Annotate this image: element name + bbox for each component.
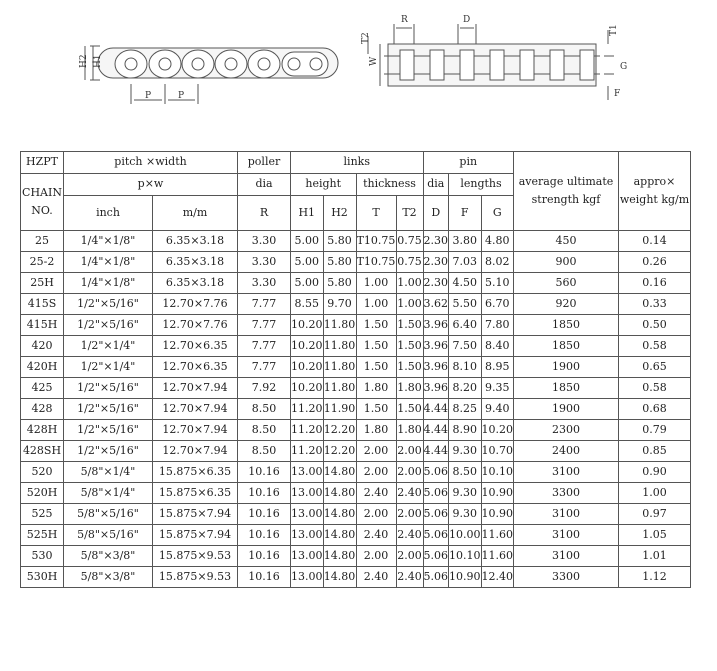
header-pin-dia: dia <box>423 174 449 196</box>
cell-weight: 0.58 <box>619 336 691 357</box>
cell-height-h1: 13.00 <box>291 504 324 525</box>
cell-weight: 0.65 <box>619 357 691 378</box>
cell-thickness-t2: 2.00 <box>396 504 423 525</box>
header-links: links <box>291 152 424 174</box>
cell-length-g: 10.10 <box>481 462 514 483</box>
cell-roller-r: 7.77 <box>238 294 291 315</box>
cell-height-h1: 13.00 <box>291 525 324 546</box>
cell-pin-d: 3.96 <box>423 336 449 357</box>
header-h1: H1 <box>291 196 324 231</box>
cell-pitch-mm: 12.70×7.94 <box>153 399 238 420</box>
cell-roller-r: 3.30 <box>238 231 291 252</box>
cell-pin-d: 5.06 <box>423 462 449 483</box>
cell-pin-d: 3.96 <box>423 357 449 378</box>
cell-pitch-inch: 1/4"×1/8" <box>64 252 153 273</box>
cell-chain-no: 25 <box>21 231 64 252</box>
cell-length-f: 5.50 <box>449 294 482 315</box>
side-label-h2: H2 <box>79 54 89 68</box>
table-row <box>21 483 691 504</box>
cell-pitch-mm: 15.875×7.94 <box>153 504 238 525</box>
cell-pitch-inch: 1/4"×1/8" <box>64 231 153 252</box>
cell-pitch-inch: 1/4"×1/8" <box>64 273 153 294</box>
cell-pitch-mm: 6.35×3.18 <box>153 231 238 252</box>
cell-height-h1: 13.00 <box>291 462 324 483</box>
cell-thickness-t: 1.50 <box>356 357 396 378</box>
cell-length-g: 11.60 <box>481 546 514 567</box>
cell-thickness-t2: 1.50 <box>396 357 423 378</box>
cell-height-h2: 14.80 <box>323 462 356 483</box>
cell-pitch-mm: 15.875×9.53 <box>153 546 238 567</box>
cell-thickness-t: 1.50 <box>356 399 396 420</box>
cell-height-h1: 11.20 <box>291 399 324 420</box>
cell-length-f: 6.40 <box>449 315 482 336</box>
table-row <box>21 462 691 483</box>
cell-length-g: 9.40 <box>481 399 514 420</box>
header-chain-no: CHAIN NO. <box>21 174 64 231</box>
cell-length-g: 9.35 <box>481 378 514 399</box>
cell-chain-no: 428H <box>21 420 64 441</box>
cell-weight: 1.01 <box>619 546 691 567</box>
cell-weight: 0.16 <box>619 273 691 294</box>
chain-side-view <box>85 46 338 104</box>
cell-weight: 0.33 <box>619 294 691 315</box>
cell-avg-strength: 3100 <box>514 546 619 567</box>
cell-thickness-t: 1.00 <box>356 273 396 294</box>
cell-thickness-t2: 1.80 <box>396 378 423 399</box>
cell-length-f: 9.30 <box>449 504 482 525</box>
cell-thickness-t2: 1.00 <box>396 294 423 315</box>
cell-weight: 0.14 <box>619 231 691 252</box>
cell-weight: 1.12 <box>619 567 691 588</box>
cell-thickness-t2: 0.75 <box>396 231 423 252</box>
cell-avg-strength: 2300 <box>514 420 619 441</box>
cell-roller-r: 7.92 <box>238 378 291 399</box>
cell-length-f: 9.30 <box>449 441 482 462</box>
cell-avg-strength: 920 <box>514 294 619 315</box>
header-pin: pin <box>423 152 514 174</box>
cell-avg-strength: 900 <box>514 252 619 273</box>
cell-pitch-inch: 5/8"×1/4" <box>64 462 153 483</box>
cell-height-h2: 11.80 <box>323 336 356 357</box>
cell-height-h1: 10.20 <box>291 357 324 378</box>
cell-avg-strength: 1900 <box>514 399 619 420</box>
cell-pitch-mm: 6.35×3.18 <box>153 252 238 273</box>
cell-roller-r: 10.16 <box>238 546 291 567</box>
cell-length-f: 9.30 <box>449 483 482 504</box>
cell-weight: 0.68 <box>619 399 691 420</box>
cell-roller-r: 8.50 <box>238 420 291 441</box>
cell-height-h1: 13.00 <box>291 567 324 588</box>
cell-avg-strength: 3100 <box>514 462 619 483</box>
cell-length-g: 12.40 <box>481 567 514 588</box>
cell-roller-r: 10.16 <box>238 567 291 588</box>
cell-length-g: 8.02 <box>481 252 514 273</box>
header-weight: appro× weight kg/m <box>619 152 691 231</box>
table-row <box>21 504 691 525</box>
cell-avg-strength: 3300 <box>514 483 619 504</box>
cell-pin-d: 3.62 <box>423 294 449 315</box>
cell-weight: 0.97 <box>619 504 691 525</box>
cell-pin-d: 3.96 <box>423 378 449 399</box>
front-label-t2: T2 <box>361 32 371 44</box>
cell-pitch-inch: 1/2"×5/16" <box>64 420 153 441</box>
cell-pitch-inch: 1/2"×5/16" <box>64 315 153 336</box>
cell-pitch-mm: 15.875×6.35 <box>153 483 238 504</box>
cell-weight: 1.05 <box>619 525 691 546</box>
cell-length-f: 7.50 <box>449 336 482 357</box>
header-t2: T2 <box>396 196 423 231</box>
cell-weight: 0.26 <box>619 252 691 273</box>
cell-thickness-t2: 2.40 <box>396 483 423 504</box>
header-h2: H2 <box>323 196 356 231</box>
cell-pin-d: 5.06 <box>423 525 449 546</box>
table-row <box>21 567 691 588</box>
header-g: G <box>481 196 514 231</box>
cell-roller-r: 7.77 <box>238 336 291 357</box>
cell-thickness-t2: 1.50 <box>396 336 423 357</box>
header-hzpt: HZPT <box>21 152 64 174</box>
cell-weight: 0.85 <box>619 441 691 462</box>
chain-spec-table <box>20 151 691 588</box>
cell-thickness-t: 2.00 <box>356 462 396 483</box>
cell-pin-d: 2.30 <box>423 273 449 294</box>
cell-length-f: 7.03 <box>449 252 482 273</box>
cell-chain-no: 415S <box>21 294 64 315</box>
cell-chain-no: 420H <box>21 357 64 378</box>
header-inch: inch <box>64 196 153 231</box>
front-label-d: D <box>463 15 471 25</box>
header-pxw: p×w <box>64 174 238 196</box>
cell-height-h2: 11.80 <box>323 357 356 378</box>
cell-length-g: 7.80 <box>481 315 514 336</box>
cell-thickness-t2: 1.80 <box>396 420 423 441</box>
cell-height-h1: 11.20 <box>291 441 324 462</box>
cell-thickness-t2: 1.00 <box>396 273 423 294</box>
cell-height-h1: 13.00 <box>291 546 324 567</box>
cell-thickness-t2: 1.50 <box>396 399 423 420</box>
cell-length-g: 10.70 <box>481 441 514 462</box>
cell-thickness-t: 2.00 <box>356 441 396 462</box>
table-row <box>21 420 691 441</box>
cell-pin-d: 4.44 <box>423 399 449 420</box>
cell-height-h2: 14.80 <box>323 546 356 567</box>
header-avg-strength: average ultimate strength kgf <box>514 152 619 231</box>
cell-roller-r: 3.30 <box>238 252 291 273</box>
cell-pitch-mm: 15.875×7.94 <box>153 525 238 546</box>
cell-pitch-mm: 12.70×6.35 <box>153 336 238 357</box>
cell-thickness-t: 1.50 <box>356 315 396 336</box>
cell-thickness-t: 2.00 <box>356 546 396 567</box>
cell-height-h1: 5.00 <box>291 273 324 294</box>
front-label-t1: T1 <box>609 24 619 36</box>
cell-weight: 0.79 <box>619 420 691 441</box>
cell-roller-r: 7.77 <box>238 357 291 378</box>
cell-pitch-inch: 5/8"×5/16" <box>64 525 153 546</box>
cell-thickness-t2: 0.75 <box>396 252 423 273</box>
cell-height-h2: 9.70 <box>323 294 356 315</box>
cell-roller-r: 10.16 <box>238 504 291 525</box>
cell-thickness-t: 2.00 <box>356 504 396 525</box>
cell-height-h1: 13.00 <box>291 483 324 504</box>
cell-thickness-t: 1.80 <box>356 420 396 441</box>
table-row <box>21 378 691 399</box>
cell-pitch-inch: 5/8"×3/8" <box>64 546 153 567</box>
table-row <box>21 357 691 378</box>
header-pitch-width: pitch ×width <box>64 152 238 174</box>
cell-avg-strength: 1850 <box>514 315 619 336</box>
cell-pitch-mm: 12.70×7.94 <box>153 378 238 399</box>
cell-weight: 1.00 <box>619 483 691 504</box>
cell-pitch-inch: 1/2"×1/4" <box>64 357 153 378</box>
table-row <box>21 441 691 462</box>
cell-thickness-t2: 2.00 <box>396 462 423 483</box>
cell-length-f: 8.20 <box>449 378 482 399</box>
cell-chain-no: 520 <box>21 462 64 483</box>
cell-length-f: 8.50 <box>449 462 482 483</box>
cell-height-h2: 11.80 <box>323 315 356 336</box>
cell-pin-d: 3.96 <box>423 315 449 336</box>
cell-pin-d: 5.06 <box>423 504 449 525</box>
table-row <box>21 525 691 546</box>
table-row <box>21 315 691 336</box>
cell-chain-no: 415H <box>21 315 64 336</box>
table-row <box>21 546 691 567</box>
cell-height-h2: 14.80 <box>323 567 356 588</box>
cell-length-f: 8.25 <box>449 399 482 420</box>
cell-pin-d: 5.06 <box>423 546 449 567</box>
cell-pitch-mm: 12.70×7.76 <box>153 294 238 315</box>
chain-spec-rows <box>21 231 691 588</box>
cell-height-h2: 5.80 <box>323 231 356 252</box>
cell-length-g: 4.80 <box>481 231 514 252</box>
cell-length-g: 11.60 <box>481 525 514 546</box>
cell-pitch-inch: 5/8"×5/16" <box>64 504 153 525</box>
cell-height-h2: 5.80 <box>323 252 356 273</box>
cell-pitch-mm: 12.70×7.76 <box>153 315 238 336</box>
cell-roller-r: 10.16 <box>238 483 291 504</box>
front-label-w: W <box>369 56 379 66</box>
cell-length-f: 4.50 <box>449 273 482 294</box>
cell-height-h1: 8.55 <box>291 294 324 315</box>
cell-length-g: 8.95 <box>481 357 514 378</box>
cell-avg-strength: 3100 <box>514 525 619 546</box>
table-row <box>21 399 691 420</box>
cell-length-f: 10.00 <box>449 525 482 546</box>
cell-height-h2: 14.80 <box>323 525 356 546</box>
header-roller-dia: dia <box>238 174 291 196</box>
cell-pitch-inch: 1/2"×5/16" <box>64 378 153 399</box>
table-row <box>21 273 691 294</box>
cell-pin-d: 2.30 <box>423 231 449 252</box>
header-d: D <box>423 196 449 231</box>
side-label-p1: P <box>145 91 152 101</box>
table-row <box>21 252 691 273</box>
cell-height-h1: 10.20 <box>291 315 324 336</box>
cell-height-h2: 11.90 <box>323 399 356 420</box>
cell-thickness-t2: 2.40 <box>396 525 423 546</box>
cell-chain-no: 428SH <box>21 441 64 462</box>
header-f: F <box>449 196 482 231</box>
cell-avg-strength: 1900 <box>514 357 619 378</box>
cell-height-h1: 10.20 <box>291 378 324 399</box>
cell-weight: 0.50 <box>619 315 691 336</box>
cell-thickness-t: 2.40 <box>356 567 396 588</box>
cell-height-h1: 5.00 <box>291 252 324 273</box>
cell-pitch-mm: 12.70×7.94 <box>153 420 238 441</box>
cell-height-h2: 5.80 <box>323 273 356 294</box>
cell-chain-no: 525 <box>21 504 64 525</box>
cell-pin-d: 4.44 <box>423 441 449 462</box>
cell-pitch-mm: 15.875×6.35 <box>153 462 238 483</box>
cell-length-f: 8.10 <box>449 357 482 378</box>
cell-pin-d: 2.30 <box>423 252 449 273</box>
cell-avg-strength: 3300 <box>514 567 619 588</box>
side-label-h1: H1 <box>93 54 103 68</box>
front-label-g: G <box>620 62 628 72</box>
table-row <box>21 294 691 315</box>
cell-avg-strength: 560 <box>514 273 619 294</box>
cell-height-h2: 14.80 <box>323 483 356 504</box>
header-poller: poller <box>238 152 291 174</box>
cell-avg-strength: 2400 <box>514 441 619 462</box>
cell-roller-r: 10.16 <box>238 462 291 483</box>
cell-pin-d: 4.44 <box>423 420 449 441</box>
cell-thickness-t: T10.75 <box>356 252 396 273</box>
cell-thickness-t: 1.80 <box>356 378 396 399</box>
header-height: height <box>291 174 357 196</box>
cell-height-h2: 14.80 <box>323 504 356 525</box>
cell-pitch-mm: 15.875×9.53 <box>153 567 238 588</box>
cell-roller-r: 3.30 <box>238 273 291 294</box>
cell-length-g: 10.20 <box>481 420 514 441</box>
cell-pitch-mm: 12.70×6.35 <box>153 357 238 378</box>
cell-chain-no: 520H <box>21 483 64 504</box>
cell-avg-strength: 1850 <box>514 378 619 399</box>
front-label-r: R <box>401 15 408 25</box>
cell-thickness-t: 2.40 <box>356 525 396 546</box>
cell-pitch-inch: 5/8"×3/8" <box>64 567 153 588</box>
cell-thickness-t: 2.40 <box>356 483 396 504</box>
cell-length-g: 6.70 <box>481 294 514 315</box>
cell-roller-r: 10.16 <box>238 525 291 546</box>
cell-thickness-t2: 2.00 <box>396 441 423 462</box>
cell-avg-strength: 450 <box>514 231 619 252</box>
cell-pitch-inch: 1/2"×5/16" <box>64 294 153 315</box>
cell-height-h1: 5.00 <box>291 231 324 252</box>
cell-pitch-inch: 1/2"×5/16" <box>64 399 153 420</box>
cell-pin-d: 5.06 <box>423 483 449 504</box>
cell-chain-no: 525H <box>21 525 64 546</box>
cell-pitch-inch: 1/2"×1/4" <box>64 336 153 357</box>
cell-height-h2: 12.20 <box>323 441 356 462</box>
cell-thickness-t: 1.50 <box>356 336 396 357</box>
cell-pitch-inch: 5/8"×1/4" <box>64 483 153 504</box>
cell-chain-no: 420 <box>21 336 64 357</box>
cell-thickness-t2: 2.40 <box>396 567 423 588</box>
cell-height-h2: 11.80 <box>323 378 356 399</box>
cell-height-h1: 11.20 <box>291 420 324 441</box>
cell-length-f: 3.80 <box>449 231 482 252</box>
header-mm: m/m <box>153 196 238 231</box>
cell-chain-no: 428 <box>21 399 64 420</box>
cell-pitch-mm: 6.35×3.18 <box>153 273 238 294</box>
chain-front-view <box>368 24 614 100</box>
header-thickness: thickness <box>356 174 423 196</box>
cell-length-g: 5.10 <box>481 273 514 294</box>
cell-weight: 0.58 <box>619 378 691 399</box>
cell-roller-r: 8.50 <box>238 399 291 420</box>
cell-avg-strength: 3100 <box>514 504 619 525</box>
cell-pitch-mm: 12.70×7.94 <box>153 441 238 462</box>
side-label-p2: P <box>178 91 185 101</box>
cell-length-f: 8.90 <box>449 420 482 441</box>
cell-length-g: 10.90 <box>481 483 514 504</box>
table-row <box>21 231 691 252</box>
header-r: R <box>238 196 291 231</box>
cell-roller-r: 8.50 <box>238 441 291 462</box>
cell-chain-no: 530 <box>21 546 64 567</box>
cell-thickness-t2: 2.00 <box>396 546 423 567</box>
front-label-f: F <box>614 89 621 99</box>
cell-thickness-t: T10.75 <box>356 231 396 252</box>
cell-length-g: 8.40 <box>481 336 514 357</box>
header-lengths: lengths <box>449 174 514 196</box>
cell-thickness-t: 1.00 <box>356 294 396 315</box>
header-t: T <box>356 196 396 231</box>
cell-length-f: 10.90 <box>449 567 482 588</box>
cell-chain-no: 25H <box>21 273 64 294</box>
cell-length-f: 10.10 <box>449 546 482 567</box>
cell-chain-no: 530H <box>21 567 64 588</box>
cell-avg-strength: 1850 <box>514 336 619 357</box>
cell-pitch-inch: 1/2"×5/16" <box>64 441 153 462</box>
cell-weight: 0.90 <box>619 462 691 483</box>
chain-diagrams <box>0 0 717 140</box>
cell-length-g: 10.90 <box>481 504 514 525</box>
cell-thickness-t2: 1.50 <box>396 315 423 336</box>
cell-chain-no: 425 <box>21 378 64 399</box>
cell-height-h2: 12.20 <box>323 420 356 441</box>
cell-roller-r: 7.77 <box>238 315 291 336</box>
cell-height-h1: 10.20 <box>291 336 324 357</box>
cell-chain-no: 25-2 <box>21 252 64 273</box>
table-row <box>21 336 691 357</box>
cell-pin-d: 5.06 <box>423 567 449 588</box>
